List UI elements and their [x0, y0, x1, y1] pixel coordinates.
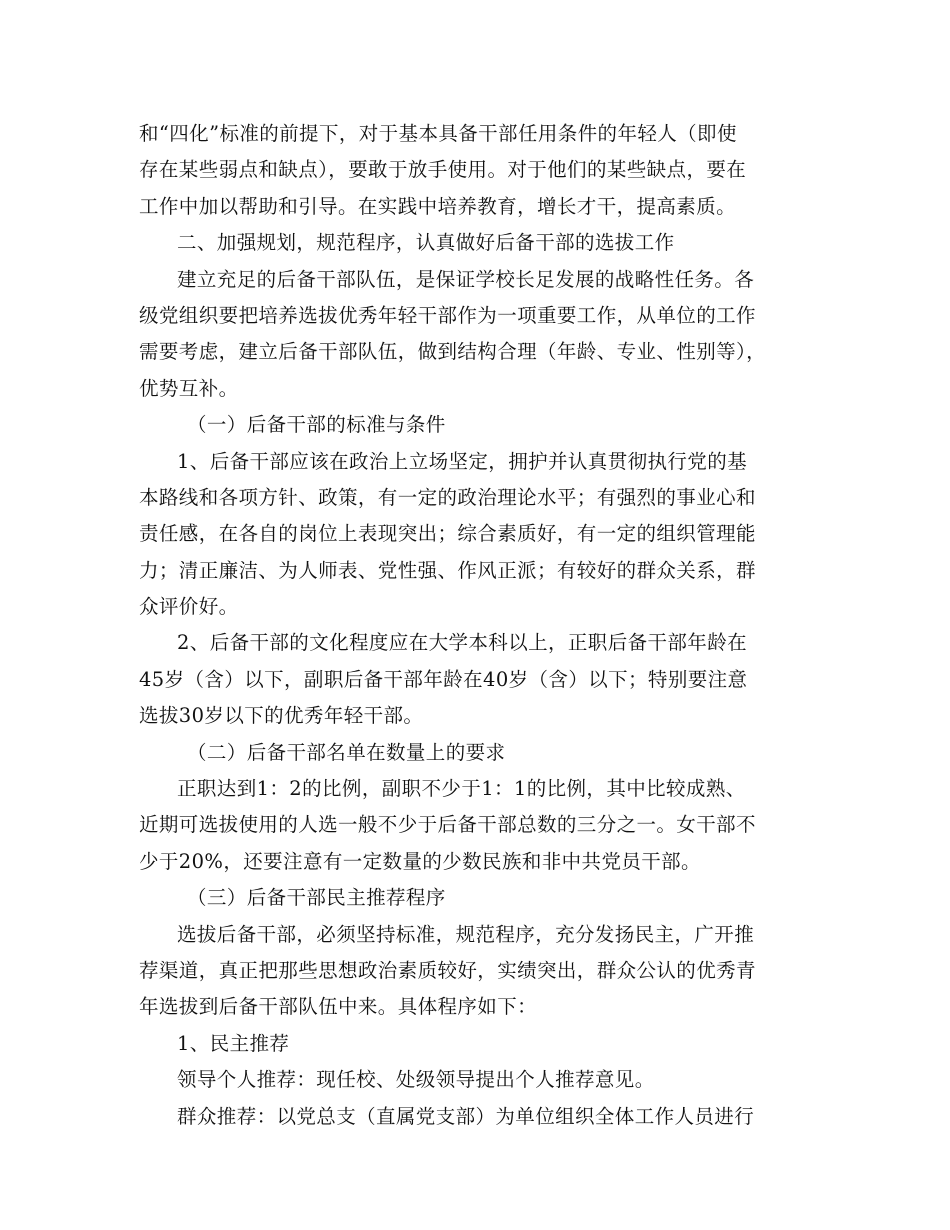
paragraph-line: 和“四化”标准的前提下，对于基本具备干部任用条件的年轻人（即使 [139, 122, 737, 145]
paragraph-line: 建立充足的后备干部队伍，是保证学校长足发展的战略性任务。各 [177, 267, 755, 291]
document-body [139, 116, 819, 1135]
paragraph-line: 优势互补。 [139, 376, 239, 400]
paragraph-line: 领导个人推荐：现任校、处级领导提出个人推荐意见。 [177, 1068, 655, 1092]
paragraph-line: 近期可选拔使用的人选一般不少于后备干部总数的三分之一。女干部不 [139, 813, 756, 837]
subsection-heading: （二）后备干部名单在数量上的要求 [187, 740, 506, 764]
paragraph-line: 45岁（含）以下，副职后备干部年龄在40岁（含）以下；特别要注意 [139, 667, 748, 691]
paragraph-line: 众评价好。 [139, 595, 239, 619]
paragraph-line: 存在某些弱点和缺点），要敢于放手使用。对于他们的某些缺点，要在 [139, 158, 747, 182]
paragraph-line: 正职达到1：2的比例，副职不少于1：1的比例，其中比较成熟、 [177, 777, 746, 801]
paragraph-line: 需要考虑，建立后备干部队伍，做到结构合理（年龄、专业、性别等）， [139, 340, 767, 364]
paragraph-line: 少于20%，还要注意有一定数量的少数民族和非中共党员干部。 [139, 849, 701, 873]
subsection-heading: （一）后备干部的标准与条件 [187, 413, 446, 437]
paragraph-line: 年选拔到后备干部队伍中来。具体程序如下： [139, 995, 538, 1019]
paragraph-line: 选拔30岁以下的优秀年轻干部。 [139, 704, 424, 728]
paragraph-line: 1、后备干部应该在政治上立场坚定，拥护并认真贯彻执行党的基 [177, 449, 748, 473]
paragraph-line: 责任感，在各自的岗位上表现突出；综合素质好，有一定的组织管理能 [139, 522, 756, 546]
paragraph-line: 群众推荐：以党总支（直属党支部）为单位组织全体工作人员进行 [177, 1104, 755, 1128]
paragraph-line: 级党组织要把培养选拔优秀年轻干部作为一项重要工作，从单位的工作 [139, 303, 756, 327]
section-heading: 二、加强规划，规范程序，认真做好后备干部的选拔工作 [177, 231, 675, 255]
paragraph-line: 2、后备干部的文化程度应在大学本科以上，正职后备干部年龄在 [177, 631, 748, 655]
paragraph-line: 力；清正廉洁、为人师表、党性强、作风正派；有较好的群众关系，群 [139, 558, 756, 582]
paragraph-line: 选拔后备干部，必须坚持标准，规范程序，充分发扬民主，广开推 [177, 922, 755, 946]
item-heading: 1、民主推荐 [177, 1031, 290, 1055]
paragraph-line: 荐渠道，真正把那些思想政治素质较好，实绩突出，群众公认的优秀青 [139, 958, 756, 982]
paragraph-line: 工作中加以帮助和引导。在实践中培养教育，增长才干，提高素质。 [139, 194, 737, 218]
subsection-heading: （三）后备干部民主推荐程序 [187, 886, 446, 910]
paragraph-line: 本路线和各项方针、政策，有一定的政治理论水平；有强烈的事业心和 [139, 485, 756, 509]
